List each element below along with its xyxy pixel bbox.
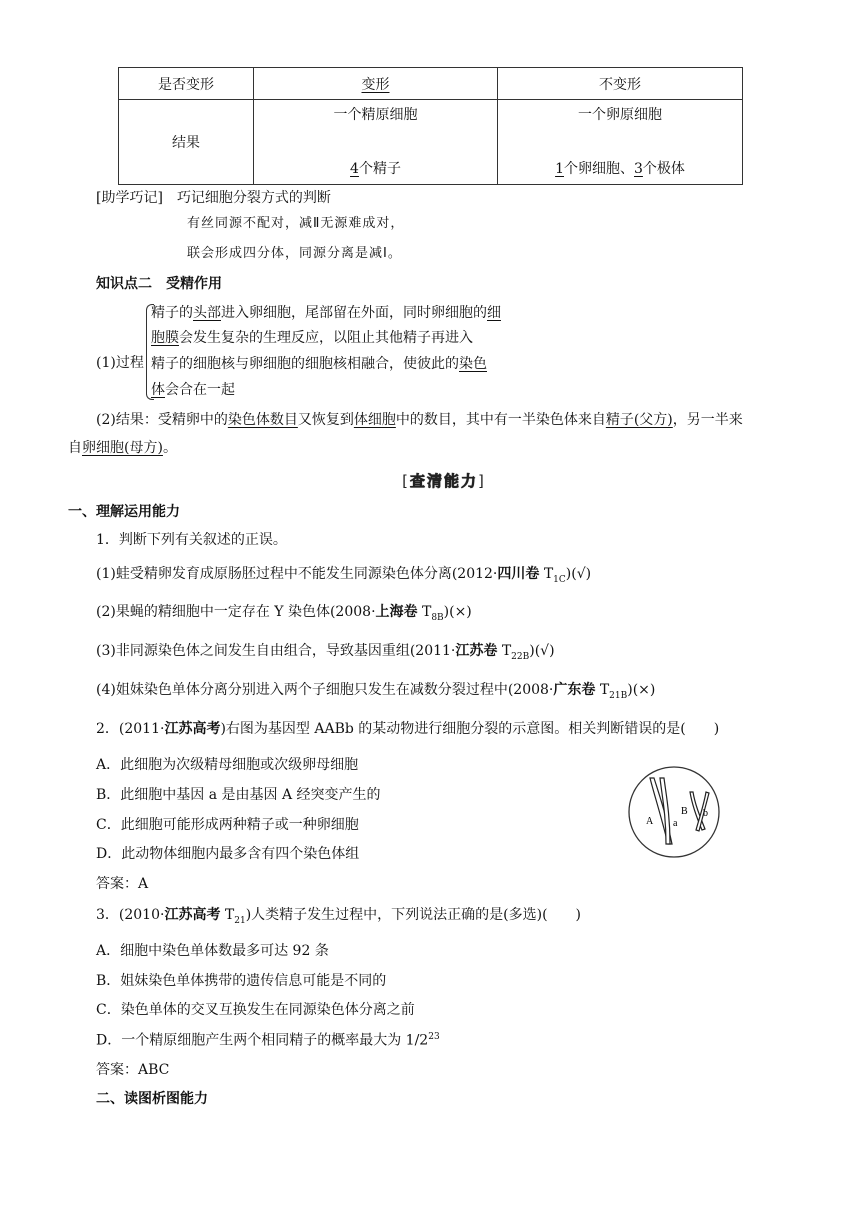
memory-tip-line: 有丝同源不配对，减Ⅱ无源难成对， (187, 216, 405, 231)
option: C．此细胞可能形成两种精子或一种卵细胞 (96, 817, 359, 833)
gene-label: B (681, 806, 688, 817)
gene-label: a (673, 818, 678, 829)
question-item: (2)果蝇的精细胞中一定存在 Y 染色体(2008·上海卷 $T_{8B})(\times)$ (96, 604, 472, 623)
process-label: (1)过程 (96, 355, 144, 371)
option: C．染色单体的交叉互换发生在同源染色体分离之前 (96, 1002, 415, 1018)
question-stem: 2．(2011·江苏高考)右图为基因型 AABb 的某动物进行细胞分裂的示意图。相关判断错误的是( ) (96, 721, 720, 737)
result-line: 自卵细胞(母方)。 (68, 440, 177, 456)
male-result: 4个精子 (350, 161, 401, 177)
female-result: 1个卵细胞、3个极体 (555, 161, 685, 177)
table-row (119, 100, 743, 185)
male-origin: 一个精原细胞 (333, 107, 418, 123)
process-line: 精子的细胞核与卵细胞的细胞核相融合，使彼此的染色 (151, 356, 487, 372)
result-line: (2)结果：受精卵中的染色体数目又恢复到体细胞中的数目，其中有一半染色体来自精子(父方)，另一半来 (96, 412, 743, 428)
option: B．此细胞中基因 a 是由基因 A 经突变产生的 (96, 787, 381, 803)
section-badge: [查清能力] (402, 472, 486, 490)
chromosome-pair-left (650, 778, 672, 844)
memory-tip-heading: [助学巧记] 巧记细胞分裂方式的判断 (96, 190, 331, 206)
question-stem: 3．(2010·江苏高考 $T_{21}$)人类精子发生过程中，下列说法正确的是(多选)( ) (96, 907, 582, 926)
answer: 答案：ABC (96, 1062, 170, 1078)
option: B．姐妹染色单体携带的遗传信息可能是不同的 (96, 973, 387, 989)
process-line: 胞膜会发生复杂的生理反应，以阻止其他精子再进入 (151, 330, 473, 346)
comparison-table (118, 67, 743, 185)
gene-label: A (646, 816, 654, 827)
option: D．一个精原细胞产生两个相同精子的概率最大为 $1/2^{23}$ (96, 1032, 440, 1049)
gene-label: b (703, 808, 708, 819)
section-heading: 一、理解运用能力 (68, 504, 180, 520)
question-stem: 1．判断下列有关叙述的正误。 (96, 532, 287, 548)
cell-division-figure (626, 764, 722, 860)
table-row (119, 68, 743, 100)
female-deform: 不变形 (498, 68, 743, 100)
question-item: (4)姐妹染色单体分离分别进入两个子细胞只发生在减数分裂过程中(2008·广东卷 $T_{21B})(\times)$ (96, 682, 656, 701)
question-item: (3)非同源染色体之间发生自由组合，导致基因重组(2011·江苏卷 $T_{22B})(√)$ (96, 643, 555, 662)
male-deform: 变形 (361, 76, 390, 93)
option: D．此动物体细胞内最多含有四个染色体组 (96, 846, 360, 862)
row-label: 是否变形 (119, 68, 254, 100)
section-heading: 知识点二 受精作用 (96, 276, 222, 292)
answer: 答案：A (96, 876, 149, 892)
section-heading: 二、读图析图能力 (96, 1091, 208, 1107)
question-item: (1)蛙受精卵发育成原肠胚过程中不能发生同源染色体分离(2012·四川卷 $T_{1C})(√)$ (96, 566, 592, 585)
option: A．细胞中染色单体数最多可达 92 条 (96, 943, 329, 959)
row-label: 结果 (119, 100, 254, 185)
process-line: 精子的头部进入卵细胞，尾部留在外面，同时卵细胞的细 (151, 305, 501, 321)
female-origin: 一个卵原细胞 (578, 107, 662, 123)
option: A．此细胞为次级精母细胞或次级卵母细胞 (96, 757, 359, 773)
memory-tip-line: 联会形成四分体，同源分离是减Ⅰ。 (187, 246, 402, 261)
process-line: 体会合在一起 (151, 382, 235, 398)
